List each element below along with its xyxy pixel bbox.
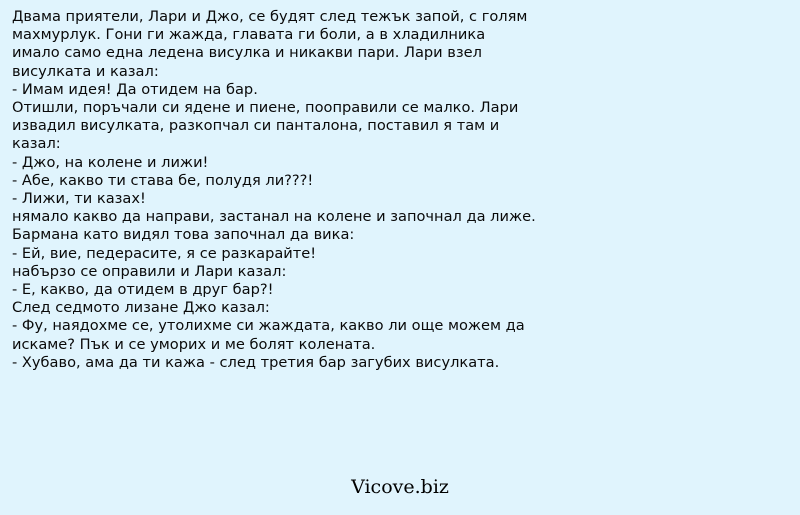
joke-line: - Имам идея! Да отидем на бар. — [12, 80, 258, 98]
joke-text — [12, 8, 792, 372]
joke-line: казал: — [12, 135, 61, 153]
joke-line: - Е, какво, да отидем в друг бар?! — [12, 281, 274, 299]
joke-line: - Лижи, ти казах! — [12, 190, 146, 208]
joke-line: Бармана като видял това започнал да вика: — [12, 226, 355, 244]
joke-line: извадил висулката, разкопчал си панталона, поставил я там и — [12, 117, 500, 135]
joke-line: - Ей, вие, педерасите, я се разкарайте! — [12, 244, 317, 262]
joke-line: висулката и казал: — [12, 62, 159, 80]
joke-line: - Абе, какво ти става бе, полудя ли???! — [12, 171, 314, 189]
joke-line: Отишли, поръчали си ядене и пиене, пооправили се малко. Лари — [12, 99, 519, 117]
joke-line: След седмото лизане Джо казал: — [12, 299, 270, 317]
site-credit: Vicove.biz — [351, 476, 449, 498]
joke-line: имало само една ледена висулка и никакви пари. Лари взел — [12, 44, 482, 62]
joke-line: Двама приятели, Лари и Джо, се будят след тежък запой, с голям — [12, 8, 528, 25]
joke-line: искаме? Пък и се уморих и ме болят колената. — [12, 335, 376, 353]
joke-line: набързо се оправили и Лари казал: — [12, 262, 287, 280]
joke-line: махмурлук. Гони ги жажда, главата ги боли, а в хладилника — [12, 26, 486, 44]
joke-line: - Джо, на колене и лижи! — [12, 153, 209, 171]
joke-line: - Фу, наядохме се, утолихме си жаждата, какво ли още можем да — [12, 317, 525, 335]
joke-line: нямало какво да направи, застанал на колене и започнал да лиже. — [12, 208, 536, 226]
joke-line: - Хубаво, ама да ти кажа - след третия бар загубих висулката. — [12, 353, 500, 371]
